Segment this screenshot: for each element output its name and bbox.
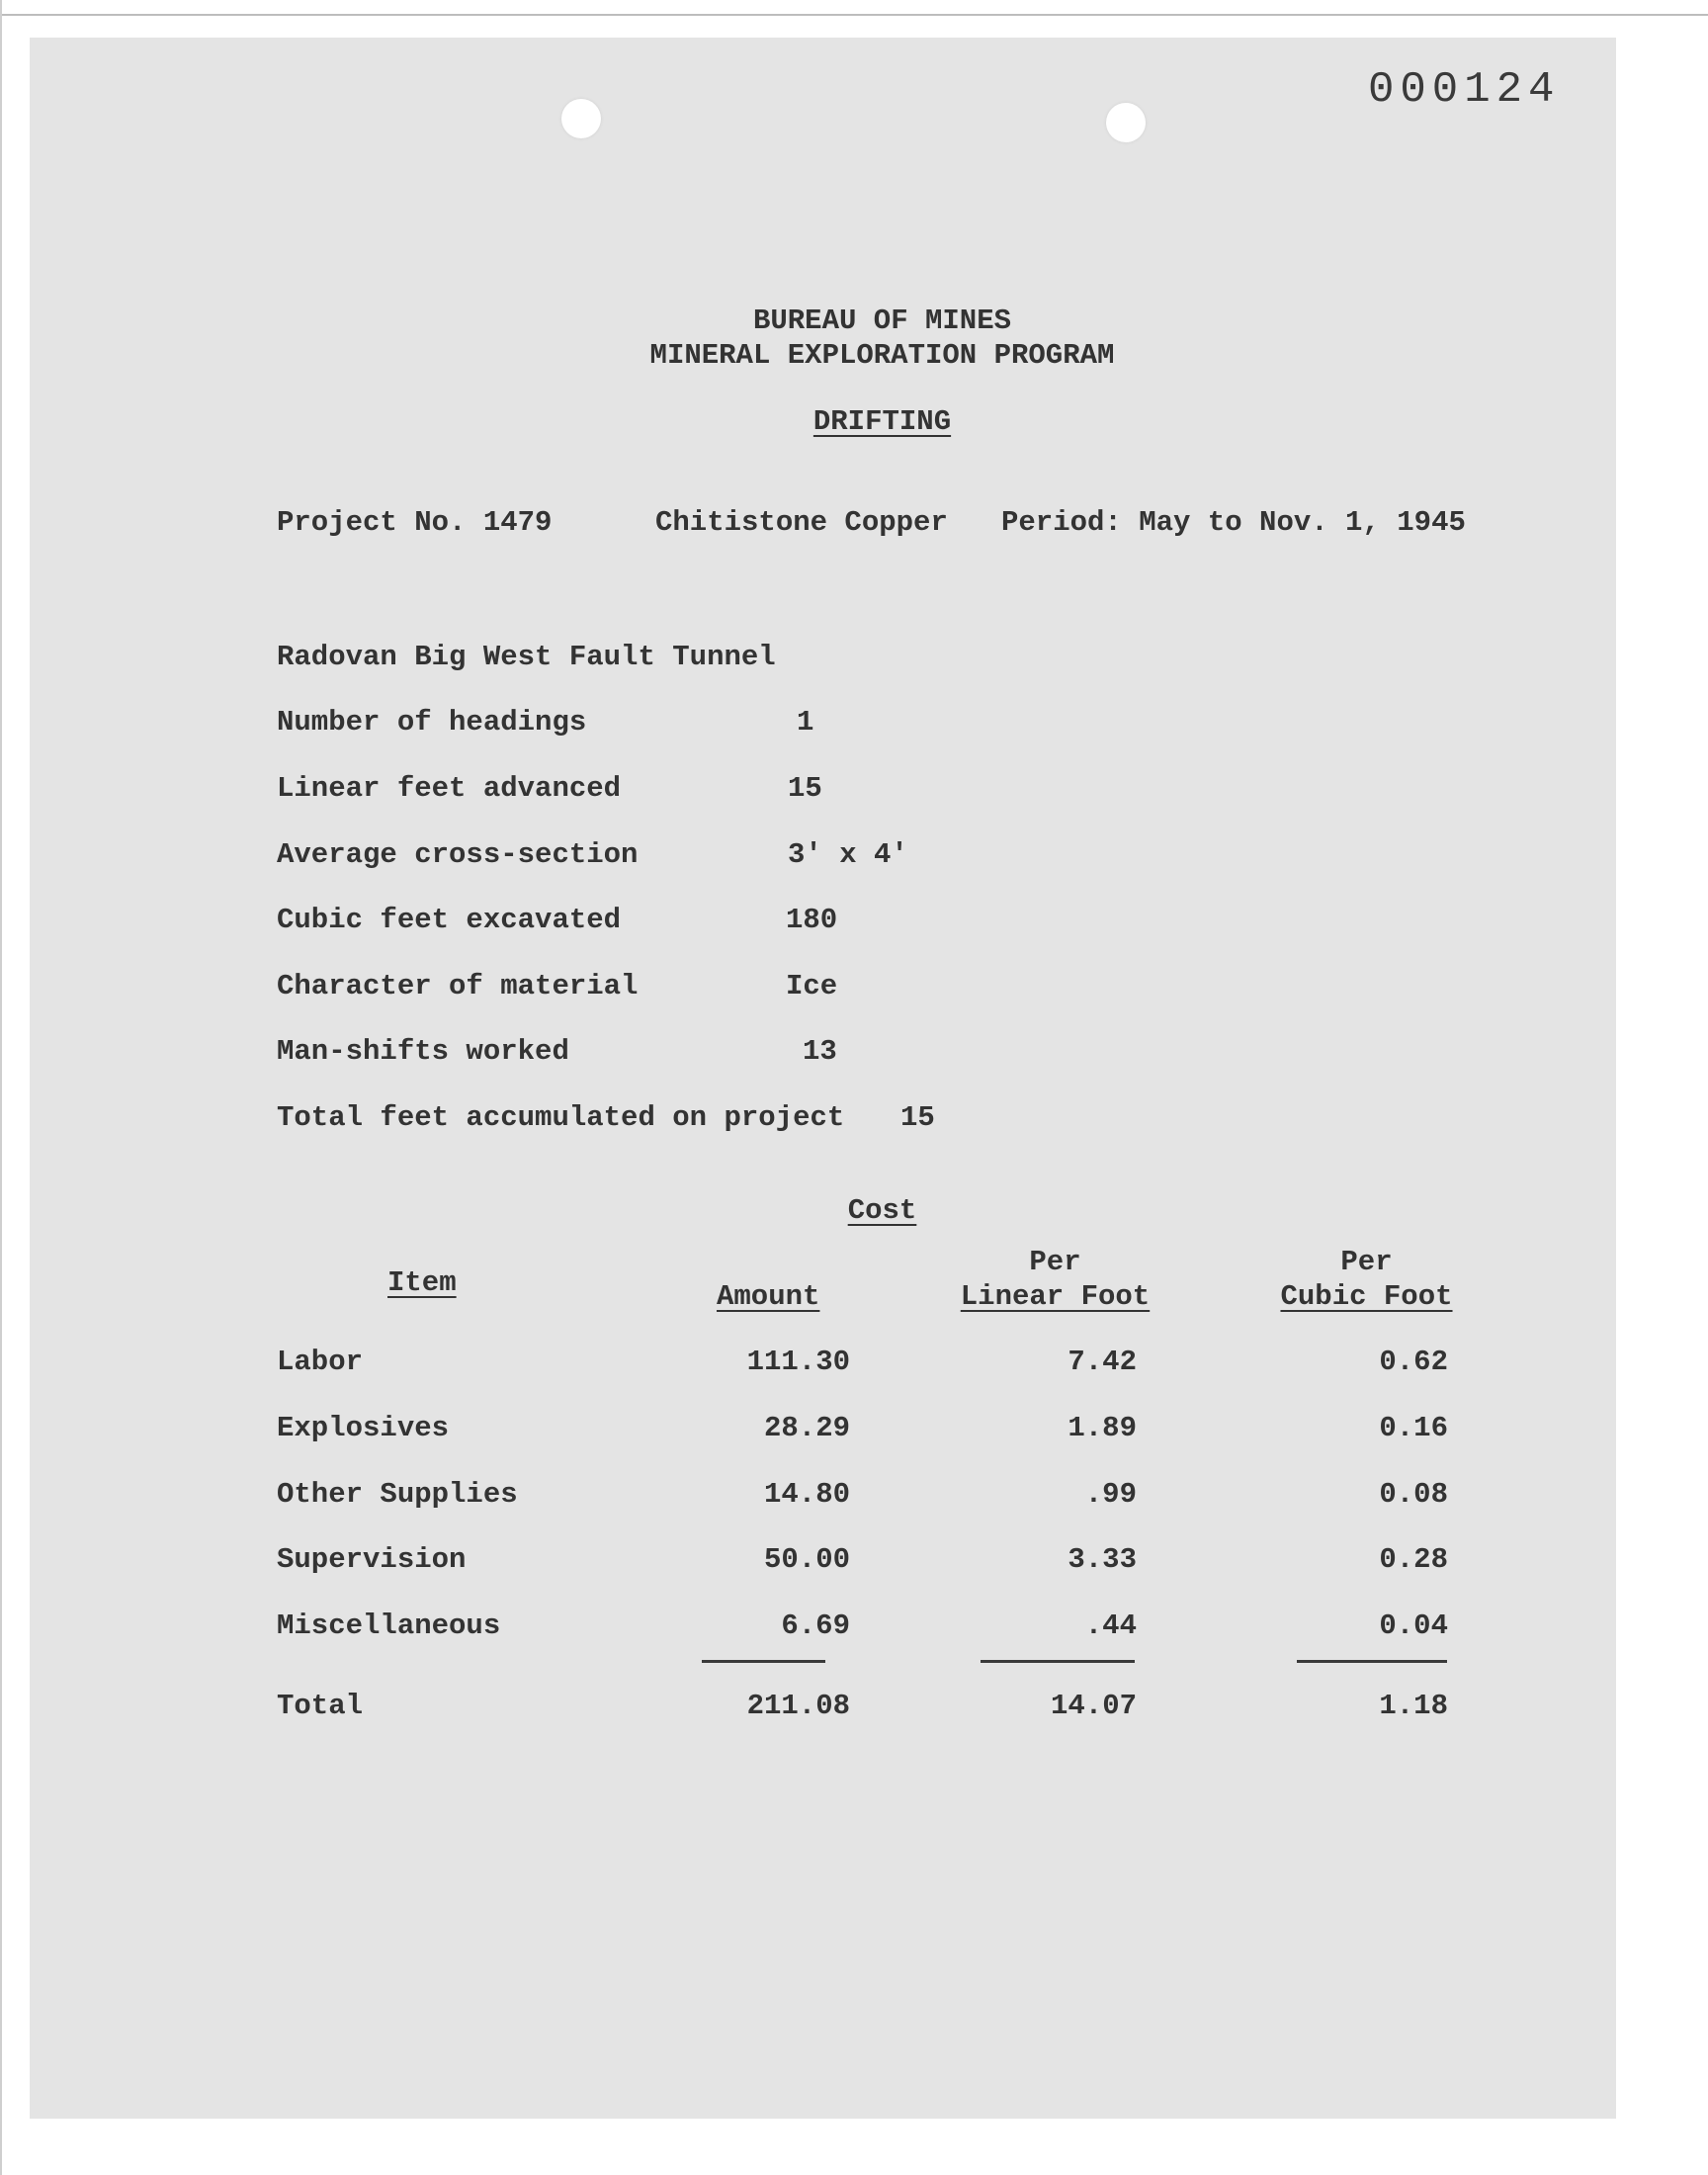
scan-border-left: [0, 0, 2, 2175]
header-per-cubic-top: Per: [1340, 1246, 1393, 1278]
total-label: Total: [277, 1690, 364, 1722]
row-per-linear: 1.89: [1068, 1412, 1137, 1444]
row-per-cubic: 0.16: [1379, 1412, 1448, 1444]
cost-title: Cost: [847, 1194, 917, 1227]
header-agency: BUREAU OF MINES: [752, 304, 1012, 337]
total-amount: 211.08: [746, 1690, 850, 1722]
total-rule-per-cubic: [1297, 1660, 1447, 1663]
section-title: DRIFTING: [812, 405, 952, 438]
project-period: Period: May to Nov. 1, 1945: [1001, 506, 1466, 539]
header-per-cubic-bottom: Cubic Foot: [1280, 1280, 1453, 1313]
row-per-cubic: 0.04: [1379, 1610, 1448, 1642]
total-rule-per-linear: [981, 1660, 1135, 1663]
detail-value: 15: [900, 1101, 935, 1134]
row-per-linear: 3.33: [1068, 1543, 1137, 1576]
detail-label: Character of material: [277, 970, 639, 1002]
scan-border-top: [0, 0, 1708, 16]
row-amount: 111.30: [746, 1346, 850, 1378]
detail-value: 15: [788, 772, 822, 805]
tunnel-name: Radovan Big West Fault Tunnel: [277, 641, 776, 673]
row-amount: 14.80: [763, 1478, 850, 1511]
row-item: Miscellaneous: [277, 1610, 501, 1642]
total-per-linear: 14.07: [1050, 1690, 1137, 1722]
row-per-linear: .44: [1084, 1610, 1137, 1642]
detail-value: 13: [803, 1035, 837, 1068]
total-per-cubic: 1.18: [1379, 1690, 1448, 1722]
detail-value: Ice: [786, 970, 838, 1002]
punch-hole-left: [561, 99, 601, 138]
header-per-linear-bottom: Linear Foot: [960, 1280, 1151, 1313]
header-program: MINERAL EXPLORATION PROGRAM: [649, 339, 1115, 372]
row-item: Labor: [277, 1346, 364, 1378]
document-stamp-number: 000124: [1368, 65, 1561, 115]
detail-value: 1: [797, 706, 814, 739]
detail-label: Linear feet advanced: [277, 772, 622, 805]
header-per-linear-top: Per: [1029, 1246, 1081, 1278]
row-per-linear: .99: [1084, 1478, 1137, 1511]
row-item: Supervision: [277, 1543, 467, 1576]
project-name: Chitistone Copper: [655, 506, 948, 539]
detail-label: Man-shifts worked: [277, 1035, 569, 1068]
row-per-linear: 7.42: [1068, 1346, 1137, 1378]
detail-label: Total feet accumulated on project: [277, 1101, 845, 1134]
detail-label: Average cross-section: [277, 838, 639, 871]
total-rule-amount: [702, 1660, 825, 1663]
detail-value: 180: [786, 904, 838, 936]
row-amount: 50.00: [763, 1543, 850, 1576]
detail-value: 3' x 4': [788, 838, 908, 871]
project-number: Project No. 1479: [277, 506, 553, 539]
row-per-cubic: 0.28: [1379, 1543, 1448, 1576]
document-page: [30, 38, 1616, 2119]
row-amount: 28.29: [763, 1412, 850, 1444]
row-per-cubic: 0.62: [1379, 1346, 1448, 1378]
detail-label: Cubic feet excavated: [277, 904, 622, 936]
header-amount: Amount: [717, 1280, 820, 1313]
detail-label: Number of headings: [277, 706, 587, 739]
punch-hole-right: [1106, 103, 1146, 142]
header-item: Item: [387, 1266, 457, 1299]
row-item: Other Supplies: [277, 1478, 518, 1511]
row-amount: 6.69: [781, 1610, 850, 1642]
row-item: Explosives: [277, 1412, 450, 1444]
row-per-cubic: 0.08: [1379, 1478, 1448, 1511]
